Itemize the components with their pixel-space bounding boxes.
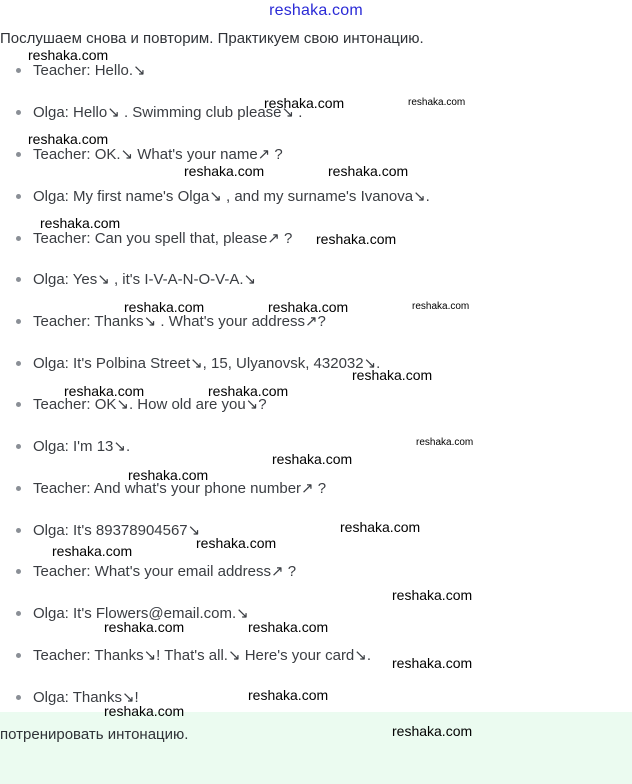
watermark: reshaka.com: [28, 131, 109, 147]
intro-text: Послушаем снова и повторим. Практикуем свою интонацию.: [0, 30, 424, 47]
bullet-icon: [16, 194, 21, 199]
bullet-icon: [16, 68, 21, 73]
dialogue-line: [16, 521, 200, 541]
dialogue-text: Olga: Yes↘ , it's I-V-A-N-O-V-A.↘: [33, 271, 257, 288]
dialogue-text: Olga: It's Flowers@email.com.↘: [33, 605, 249, 622]
bullet-icon: [16, 569, 21, 574]
dialogue-text: Olga: Thanks↘!: [33, 689, 139, 706]
bullet-icon: [16, 319, 21, 324]
bullet-icon: [16, 611, 21, 616]
bullet-icon: [16, 695, 21, 700]
watermark: reshaka.com: [328, 163, 409, 179]
dialogue-line: [16, 145, 283, 165]
bottom-text: потренировать интонацию.: [0, 726, 189, 743]
watermark: reshaka.com: [272, 451, 353, 467]
bullet-icon: [16, 277, 21, 282]
dialogue-text: Teacher: Thanks↘ . What's your address↗?: [33, 313, 326, 330]
watermark: reshaka.com: [248, 619, 329, 635]
bullet-icon: [16, 402, 21, 407]
watermark: reshaka.com: [264, 95, 345, 111]
watermark: reshaka.com: [416, 437, 474, 448]
dialogue-text: Olga: It's 89378904567↘: [33, 522, 201, 539]
watermark: reshaka.com: [128, 467, 209, 483]
watermark: reshaka.com: [104, 619, 185, 635]
watermark: reshaka.com: [412, 301, 470, 312]
watermark: reshaka.com: [28, 47, 109, 63]
bullet-icon: [16, 152, 21, 157]
dialogue-line: [16, 354, 380, 374]
dialogue-text: Teacher: OK.↘ What's your name↗ ?: [33, 146, 283, 163]
watermark: reshaka.com: [52, 543, 133, 559]
dialogue-line: [16, 187, 430, 207]
dialogue-text: Teacher: OK↘. How old are you↘?: [33, 396, 267, 413]
watermark: reshaka.com: [40, 215, 121, 231]
watermark: reshaka.com: [392, 723, 473, 739]
dialogue-line: [16, 312, 326, 332]
dialogue-line: [16, 437, 130, 457]
dialogue-line: [16, 646, 371, 666]
watermark: reshaka.com: [196, 535, 277, 551]
dialogue-line: [16, 562, 296, 582]
bullet-icon: [16, 528, 21, 533]
bullet-icon: [16, 486, 21, 491]
dialogue-text: Teacher: What's your email address↗ ?: [33, 563, 297, 580]
watermark: reshaka.com: [316, 231, 397, 247]
watermark: reshaka.com: [208, 383, 289, 399]
dialogue-text: Teacher: Thanks↘! That's all.↘ Here's your card↘.: [33, 647, 372, 664]
watermark: reshaka.com: [104, 703, 185, 719]
dialogue-line: [16, 61, 146, 81]
watermark: reshaka.com: [64, 383, 145, 399]
dialogue-line: [16, 229, 292, 249]
watermark: reshaka.com: [124, 299, 205, 315]
bullet-icon: [16, 444, 21, 449]
watermark: reshaka.com: [408, 97, 466, 108]
bottom-box: [0, 712, 632, 784]
dialogue-text: Olga: My first name's Olga↘ , and my surname's Ivanova↘.: [33, 188, 430, 205]
watermark: reshaka.com: [340, 519, 421, 535]
bullet-icon: [16, 653, 21, 658]
dialogue-text: Olga: Hello↘ . Swimming club please↘ .: [33, 104, 303, 121]
dialogue-line: [16, 103, 302, 123]
watermark: reshaka.com: [392, 587, 473, 603]
watermark: reshaka.com: [248, 687, 329, 703]
bullet-icon: [16, 361, 21, 366]
bullet-icon: [16, 110, 21, 115]
watermark: reshaka.com: [184, 163, 265, 179]
dialogue-text: Olga: I'm 13↘.: [33, 438, 131, 455]
watermark: reshaka.com: [268, 299, 349, 315]
watermark: reshaka.com: [352, 367, 433, 383]
watermark: reshaka.com: [392, 655, 473, 671]
dialogue-text: Teacher: And what's your phone number↗ ?: [33, 480, 327, 497]
dialogue-text: Teacher: Hello.↘: [33, 62, 146, 79]
dialogue-text: Teacher: Can you spell that, please↗ ?: [33, 230, 293, 247]
site-title[interactable]: reshaka.com: [269, 2, 363, 19]
bullet-icon: [16, 236, 21, 241]
dialogue-text: Olga: It's Polbina Street↘, 15, Ulyanovsk, 432032↘.: [33, 355, 381, 372]
dialogue-line: [16, 270, 256, 290]
